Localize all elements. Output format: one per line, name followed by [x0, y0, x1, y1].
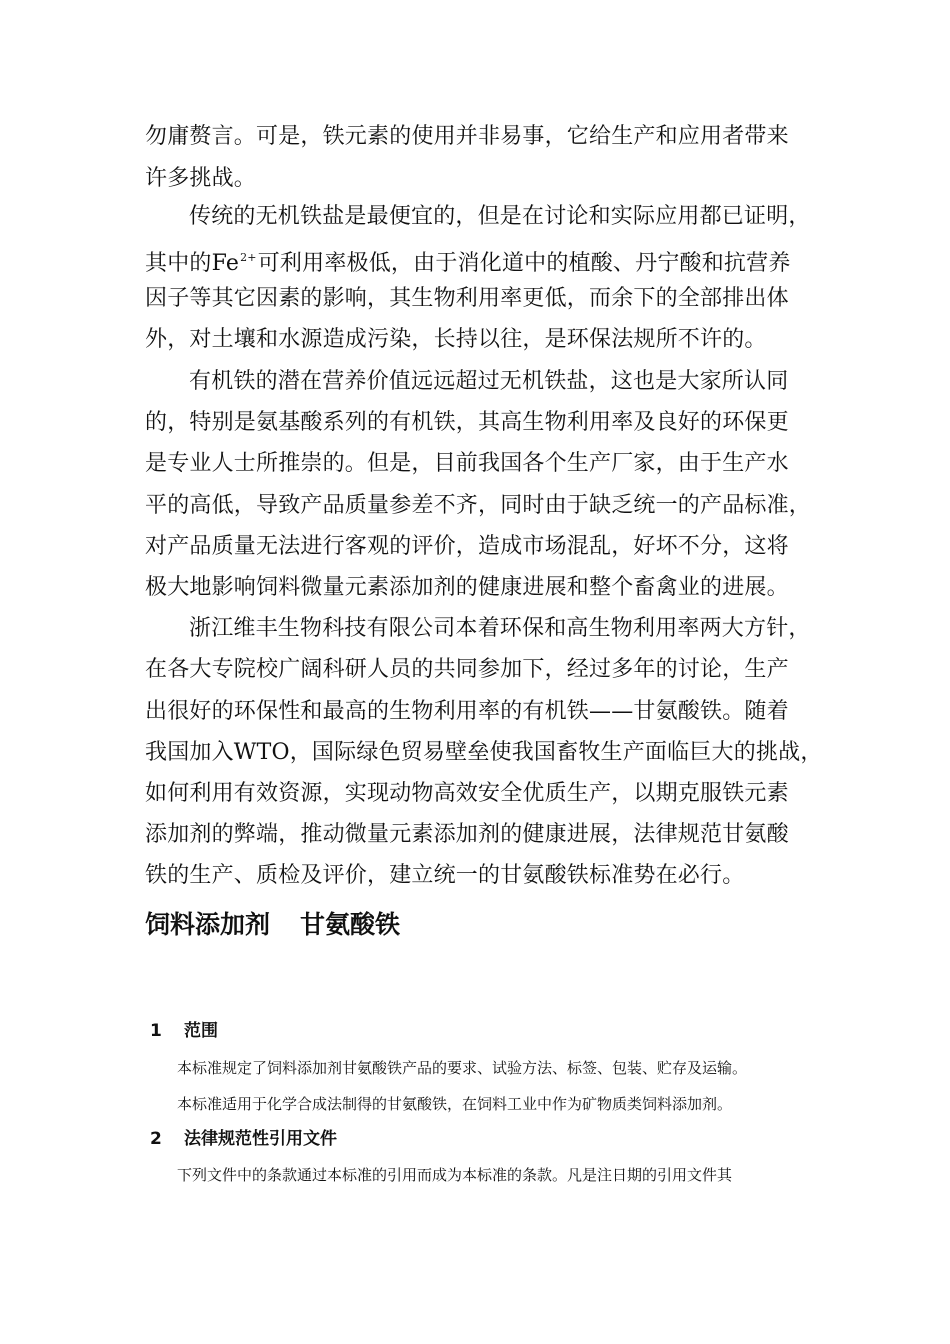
body-line: 因子等其它因素的影响，其生物利用率更低，而余下的全部排出体: [145, 286, 789, 311]
section-title: 法律规范性引用文件: [184, 1129, 337, 1149]
section-number: 2: [150, 1129, 162, 1149]
section-number: 1: [150, 1021, 162, 1041]
body-line: 铁的生产、质检及评价，建立统一的甘氨酸铁标准势在必行。: [145, 863, 745, 888]
line-remainder: 可利用率极低，由于消化道中的植酸、丹宁酸和抗营养: [257, 251, 791, 276]
body-line-with-superscript: [145, 243, 791, 279]
charge-superscript: 2+: [240, 251, 257, 264]
paragraph-start-line: 浙江维丰生物科技有限公司本着环保和高生物利用率两大方针，: [189, 616, 811, 641]
body-line: 极大地影响饲料微量元素添加剂的健康进展和整个畜禽业的进展。: [145, 575, 789, 600]
body-line: 添加剂的弊端，推动微量元素添加剂的健康进展，法律规范甘氨酸: [145, 822, 789, 847]
body-line: 出很好的环保性和最高的生物利用率的有机铁——甘氨酸铁。随着: [145, 699, 789, 724]
section-heading-1: [150, 1019, 218, 1043]
body-line: 对产品质量无法进行客观的评价，造成市场混乱，好坏不分，这将: [145, 534, 789, 559]
fe-text: 其中的Fe: [145, 251, 240, 276]
paragraph-start-line: 传统的无机铁盐是最便宜的，但是在讨论和实际应用都已证明，: [189, 204, 811, 229]
section-heading-2: [150, 1127, 337, 1151]
body-line: 我国加入WTO，国际绿色贸易壁垒使我国畜牧生产面临巨大的挑战，: [145, 740, 823, 765]
section-title: 范围: [184, 1021, 218, 1041]
body-line: 如何利用有效资源，实现动物高效安全优质生产，以期克服铁元素: [145, 781, 789, 806]
standard-title: [145, 908, 400, 942]
section-text-line: 本标准适用于化学合成法制得的甘氨酸铁，在饲料工业中作为矿物质类饲料添加剂。: [177, 1095, 733, 1113]
body-line: 的，特别是氨基酸系列的有机铁，其高生物利用率及良好的环保更: [145, 410, 789, 435]
body-line: 外，对土壤和水源造成污染，长持以往，是环保法规所不许的。: [145, 327, 767, 352]
section-text-line: 下列文件中的条款通过本标准的引用而成为本标准的条款。凡是注日期的引用文件其: [177, 1166, 733, 1184]
body-line: 在各大专院校广阔科研人员的共同参加下，经过多年的讨论，生产: [145, 657, 789, 682]
standard-title-part1: 饲料添加剂: [145, 910, 271, 939]
section-text-line: 本标准规定了饲料添加剂甘氨酸铁产品的要求、试验方法、标签、包装、贮存及运输。: [177, 1059, 748, 1077]
body-line: 是专业人士所推崇的。但是，目前我国各个生产厂家，由于生产水: [145, 451, 789, 476]
paragraph-start-line: 有机铁的潜在营养价值远远超过无机铁盐，这也是大家所认同: [189, 369, 789, 394]
standard-title-part2: 甘氨酸铁: [300, 910, 401, 939]
body-line: 勿庸赘言。可是，铁元素的使用并非易事，它给生产和应用者带来: [145, 124, 789, 149]
body-line: 平的高低，导致产品质量参差不齐，同时由于缺乏统一的产品标准，: [145, 493, 812, 518]
body-line: 许多挑战。: [145, 166, 257, 191]
